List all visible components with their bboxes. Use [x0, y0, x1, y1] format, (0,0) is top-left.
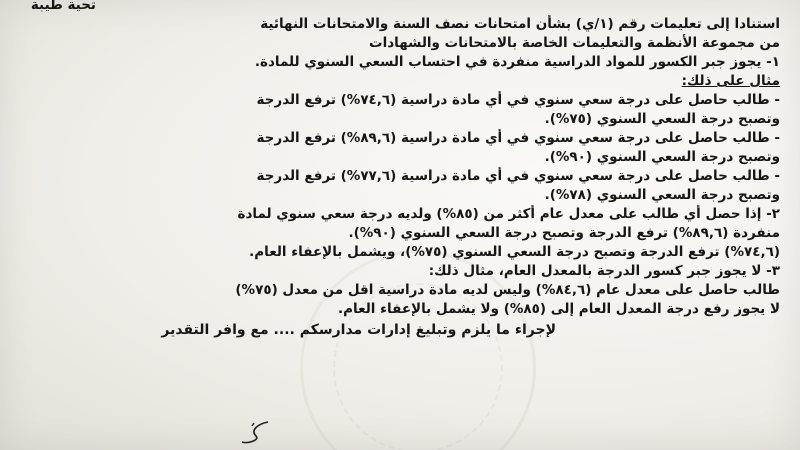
item-3-line-3: لا يجوز رفع درجة المعدل العام إلى (٨٥%) ولا يشمل بالإعفاء العام.: [338, 301, 780, 317]
example-3-line-1: - طالب حاصل على درجة سعي سنوي في أي مادة دراسية (٧٧,٦%) ترفع الدرجة: [256, 168, 780, 184]
item-3-line-2: طالب حاصل على معدل عام (٨٤,٦%) وليس لديه مادة دراسية اقل من معدل (٧٥%): [235, 282, 780, 298]
intro-line-1: استنادا إلى تعليمات رقم (١/ي) بشأن امتحانات نصف السنة والامتحانات النهائية: [260, 16, 780, 32]
greeting: تحية طيبة: [30, 0, 96, 13]
item-1: ١- يجوز جبر الكسور للمواد الدراسية منفردة في احتساب السعي السنوي للمادة.: [254, 54, 780, 70]
example-1-line-2: وتصبح درجة السعي السنوي (٧٥%).: [544, 111, 780, 127]
signature-mark: [238, 418, 278, 450]
example-2-line-1: - طالب حاصل على درجة سعي سنوي في أي مادة دراسية (٨٩,٦%) ترفع الدرجة: [256, 130, 780, 146]
closing-line: لإجراء ما يلزم وتبليغ إدارات مدارسكم .... مع وافر التقدير: [161, 322, 556, 338]
item-2-line-2: منفردة (٨٩,٦%) ترفع الدرجة وتصبح درجة السعي السنوي (٩٠%).: [348, 225, 780, 241]
example-1-line-1: - طالب حاصل على درجة سعي سنوي في أي مادة دراسية (٧٤,٦%) ترفع الدرجة: [256, 92, 780, 108]
example-2-line-2: وتصبح درجة السعي السنوي (٩٠%).: [544, 149, 780, 165]
item-3-line-1: ٣- لا يجوز جبر كسور الدرجة بالمعدل العام، مثال ذلك:: [428, 263, 780, 279]
example-3-line-2: وتصبح درجة السعي السنوي (٧٨%).: [544, 187, 780, 203]
intro-line-2: من مجموعة الأنظمة والتعليمات الخاصة بالامتحانات والشهادات: [369, 35, 780, 51]
example-heading: مثال على ذلك:: [681, 73, 780, 89]
item-2-line-1: ٢- إذا حصل أي طالب على معدل عام أكثر من (٨٥%) ولديه درجة سعي سنوي لمادة: [237, 206, 780, 222]
item-2-line-3: (٧٤,٦%) ترفع الدرجة وتصبح درجة السعي السنوي (٧٥%)، ويشمل بالإعفاء العام.: [249, 244, 780, 260]
